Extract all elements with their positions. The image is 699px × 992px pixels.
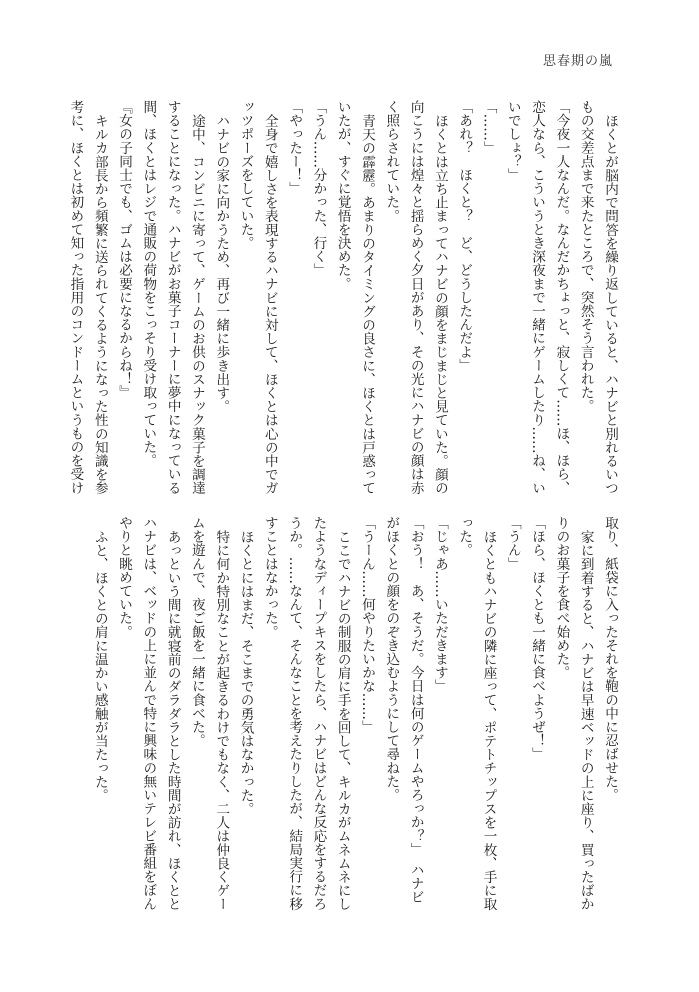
text-line: ほくともハナビの隣に座って、ポテトチップスを一枚、手に取 — [480, 529, 497, 911]
text-line: 「今夜一人なんだ。なんだかちょっと、寂しくて……ほ、ほら、 — [553, 100, 570, 495]
text-line: ムを遊んで、夜ご飯を一緒に食べた。 — [188, 516, 205, 748]
text-line: 間、ほくとはレジで通販の荷物をこっそり受け取っていた。 — [140, 100, 157, 468]
text-line: 考に、ほくとは初めて知った指用のコンドームというものを受け — [67, 100, 84, 495]
text-line: 『女の子同士でも、ゴムは必要になるからね！』 — [116, 100, 133, 400]
text-line: 「……」 — [480, 100, 497, 155]
text-line: 全身で嬉しさを表現するハナビに対して、ほくとは心の中でガ — [261, 113, 278, 495]
text-line: 「うん」 — [504, 516, 521, 571]
text-line: った。 — [456, 516, 473, 557]
text-block-upper — [62, 100, 622, 495]
text-line: ほくとにはまだ、そこまでの勇気はなかった。 — [237, 529, 254, 816]
text-line: やりと眺めていた。 — [116, 516, 133, 639]
text-line: く照らされていた。 — [383, 100, 400, 223]
text-line: ほくとが脳内で問答を繰り返していると、ハナビと別れるいつ — [602, 113, 618, 495]
text-line: 恋人なら、こういうとき深夜まで一緒にゲームしたり……ね、い — [529, 100, 546, 495]
text-line: いたが、すぐに覚悟を決めた。 — [334, 100, 351, 291]
text-line: ほくとは立ち止まってハナビの顔をまじまじと見ていた。顔の — [431, 113, 448, 495]
text-line: あっという間に就寝前のダラダラとした時間が訪れ、ほくとと — [164, 529, 181, 911]
text-line: することになった。ハナビがお菓子コーナーに夢中になっている — [164, 100, 181, 495]
text-line: キルカ部長から頻繁に送られてくるようになった性の知識を参 — [91, 113, 108, 495]
text-line: ハナビの家に向かうため、再び一緒に歩き出す。 — [213, 113, 230, 413]
text-line: 途中、コンビニに寄って、ゲームのお供のスナック菓子を調達 — [188, 113, 205, 495]
text-line: 「おう！ あ、そうだ。今日は何のゲームやろっか？」 ハナビ — [407, 516, 424, 904]
text-line: 「やったー！」 — [286, 100, 303, 196]
text-line: すことはなかった。 — [261, 516, 278, 639]
text-line: ハナビは、ベッドの上に並んで特に興味の無いテレビ番組をぼん — [140, 516, 157, 911]
text-line: 取り、紙袋に入ったそれを鞄の中に忍ばせた。 — [602, 516, 618, 802]
text-line: ッツポーズをしていた。 — [237, 100, 254, 250]
text-line: 向こうには煌々と揺らめく夕日があり、その光にハナビの顔は赤 — [407, 100, 424, 495]
text-line: もの交差点まで来たところで、突然そう言われた。 — [577, 100, 594, 413]
text-line: ここでハナビの制服の肩に手を回して、キルカがムネムネにし — [334, 529, 351, 911]
text-line: 特に何か特別なことが起きるわけでもなく、二人は仲良くゲー — [213, 529, 230, 911]
text-line: 「じゃあ……いただきます」 — [431, 516, 448, 693]
text-line: 「うん……分かった、行く」 — [310, 100, 327, 277]
text-line: ふと、ほくとの肩に温かい感触が当たった。 — [91, 529, 108, 802]
text-line: 家に到着すると、ハナビは早速ベッドの上に座り、買ったばか — [577, 529, 594, 911]
text-line: たようなディープキスをしたら、ハナビはどんな反応をするだろ — [310, 516, 327, 911]
text-line: 「うーん……何やりたいかな……」 — [359, 516, 376, 734]
text-line: いでしょ？」 — [504, 100, 521, 182]
running-head-title: 思春期の嵐 — [542, 54, 613, 69]
text-block-lower — [62, 516, 622, 911]
text-line: 「ほら、ほくとも一緒に食べようぜ！」 — [529, 516, 546, 761]
text-line: がほくとの顔をのぞき込むようにして尋ねた。 — [383, 516, 400, 802]
text-line: りのお菓子を食べ始めた。 — [553, 516, 570, 680]
text-line: うか。……なんて、そんなことを考えたりしたが、結局実行に移 — [286, 516, 303, 911]
text-line: 「あれ？ ほくと？ ど、どうしたんだよ」 — [456, 100, 473, 372]
text-line: 青天の霹靂。あまりのタイミングの良さに、ほくとは戸惑って — [359, 113, 376, 495]
